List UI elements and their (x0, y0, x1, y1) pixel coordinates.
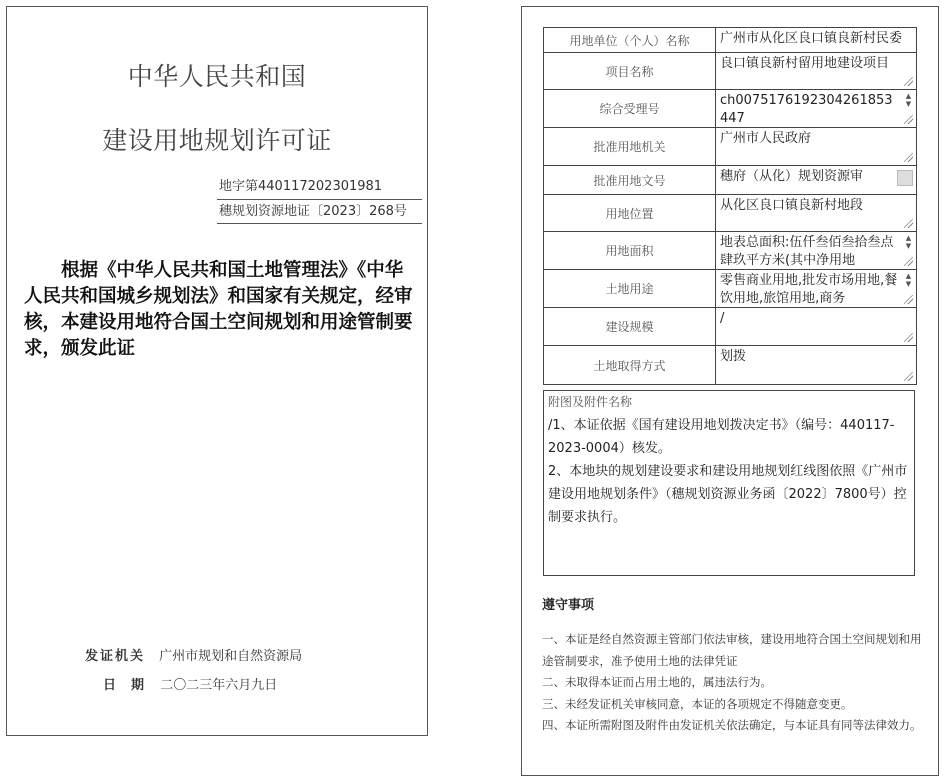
resize-handle-icon[interactable] (904, 372, 913, 381)
issuer-row (85, 645, 302, 664)
compliance-rules (542, 594, 922, 737)
field-label: 综合受理号 (544, 90, 716, 127)
resize-handle-icon[interactable] (904, 77, 913, 86)
date-label: 日 期 (103, 678, 147, 693)
resize-handle-icon[interactable] (904, 257, 913, 266)
field-label: 用地位置 (544, 195, 716, 231)
resize-handle-icon[interactable] (904, 219, 913, 228)
scroll-arrows-icon[interactable]: ▲ ▼ (905, 234, 912, 250)
form-row (544, 308, 916, 346)
issuer-value: 广州市规划和自然资源局 (159, 649, 303, 664)
field-label: 批准用地文号 (544, 166, 716, 194)
form-row (544, 270, 916, 308)
form-row (544, 128, 916, 166)
resize-handle-icon[interactable] (904, 295, 913, 304)
date-value: 二〇二三年六月九日 (160, 678, 278, 693)
scroll-arrows-icon[interactable]: ▲ ▼ (905, 92, 912, 108)
certificate-number: 地字第440117202301981 (217, 177, 422, 200)
field-land-location[interactable]: 从化区良口镇良新村地段 (716, 195, 916, 231)
rule-item: 一、本证是经自然资源主管部门依法审核，建设用地符合国土空间规划和用途管制要求，准予使用土地的法律凭证 (542, 632, 922, 668)
attachments-section (543, 390, 915, 576)
date-row (103, 674, 277, 693)
field-label: 批准用地机关 (544, 128, 716, 165)
certificate-front-page (6, 6, 428, 736)
certificate-doc-number: 穗规划资源地证〔2023〕268号 (217, 200, 422, 224)
resize-handle-icon[interactable] (904, 333, 913, 342)
field-approval-doc-number[interactable]: 穗府（从化）规划资源审 (716, 166, 916, 194)
land-info-form (543, 27, 917, 385)
field-acceptance-number[interactable]: ch007517619230426185344​7 ▲ ▼ (716, 90, 916, 127)
field-approving-authority[interactable]: 广州市人民政府 (716, 128, 916, 165)
field-construction-scale[interactable]: / (716, 308, 916, 345)
scrollbar-thumb[interactable] (897, 170, 913, 186)
certificate-statement: 根据《中华人民共和国土地管理法》《中华人民共和国城乡规划法》和国家有关规定，经审核，本建设用地符合国土空间规划和用途管制要求，颁发此证 (24, 260, 413, 359)
form-row (544, 28, 916, 53)
rule-item: 四、本证所需附图及附件由发证机关依法确定，与本证具有同等法律效力。 (542, 718, 922, 732)
field-label: 建设规模 (544, 308, 716, 345)
resize-handle-icon[interactable] (904, 115, 913, 124)
form-row (544, 90, 916, 128)
rule-item: 二、未取得本证而占用土地的，属违法行为。 (542, 675, 772, 689)
form-row (544, 232, 916, 270)
form-row (544, 346, 916, 384)
attachments-body (548, 414, 910, 529)
field-unit-name[interactable]: 广州市从化区良口镇良新村民委 (720, 31, 903, 46)
field-land-area[interactable]: 地表总面积:伍仟叁佰叁拾叁点肆玖平方米(其中净用地 ▲ ▼ (716, 232, 916, 269)
issuer-label: 发证机关 (85, 649, 146, 664)
field-label: 用地面积 (544, 232, 716, 269)
field-label: 用地单位（个人）名称 (544, 28, 716, 52)
field-acquisition-method[interactable]: 划拨 (716, 346, 916, 384)
field-label: 项目名称 (544, 53, 716, 89)
attachments-title: 附图及附件名称 (548, 395, 633, 409)
field-land-use[interactable]: 零售商业用地,批发市场用地,餐饮用地,旅馆用地,商务 ▲ ▼ (716, 270, 916, 307)
form-row (544, 166, 916, 195)
field-label: 土地用途 (544, 270, 716, 307)
certificate-title: 建设用地规划许可证 (102, 126, 332, 155)
certificate-detail-page (521, 6, 939, 776)
field-project-name[interactable]: 良口镇良新村留用地建设项目 (716, 53, 916, 89)
rules-title: 遵守事项 (542, 598, 595, 613)
form-row (544, 53, 916, 90)
attachment-line: 2、本地块的规划建设要求和建设用地规划红线图依照《广州市建设用地规划条件》（穗规划资源业务函〔2022〕7800号）控制要求执行。 (548, 464, 908, 525)
resize-handle-icon[interactable] (904, 153, 913, 162)
form-row (544, 195, 916, 232)
attachment-line: /1、本证依据《国有建设用地划拨决定书》（编号：440117-2023-0004）核发。 (548, 418, 895, 456)
scroll-arrows-icon[interactable]: ▲ ▼ (905, 272, 912, 288)
field-label: 土地取得方式 (544, 346, 716, 384)
rule-item: 三、未经发证机关审核同意，本证的各项规定不得随意变更。 (542, 696, 853, 711)
certificate-title-country: 中华人民共和国 (127, 62, 307, 91)
